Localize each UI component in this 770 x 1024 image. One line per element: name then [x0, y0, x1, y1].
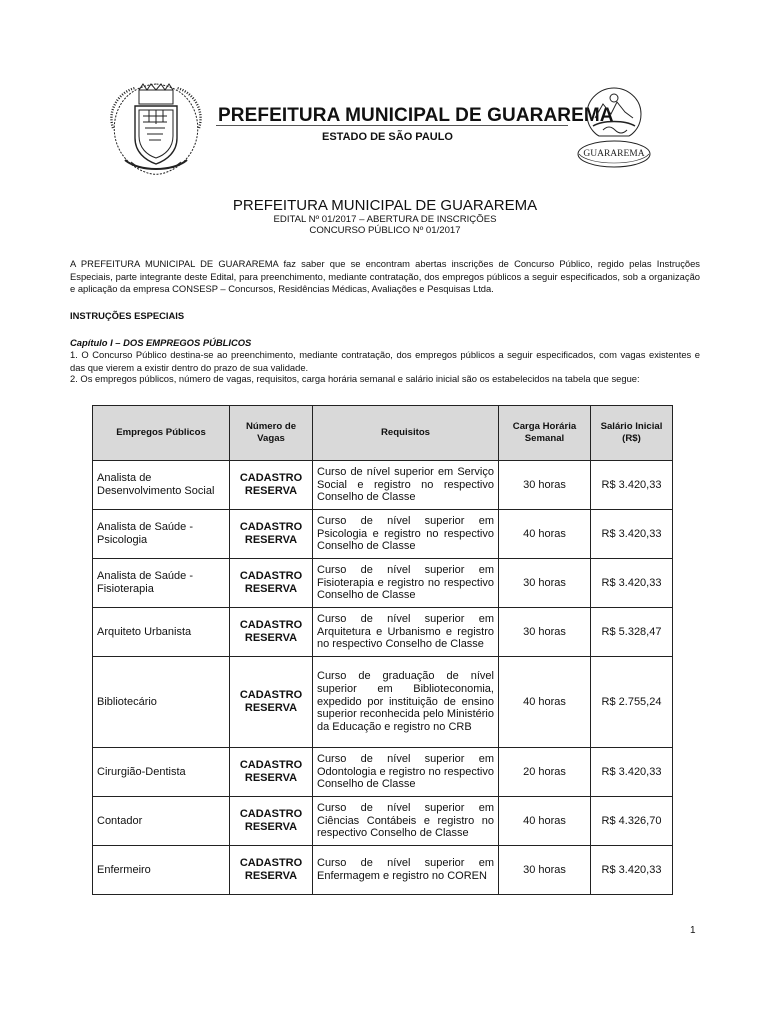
- cell-job: Bibliotecário: [93, 657, 230, 748]
- cell-vacancies: CADASTRO RESERVA: [230, 461, 313, 510]
- cell-requirements: Curso de nível superior em Odontologia e registro no respectivo Conselho de Classe: [313, 748, 499, 797]
- clause-1: 1. O Concurso Público destina-se ao preenchimento, mediante contratação, dos empregos públicos a seguir especificados, com vagas existentes e das que vierem a existir dentro do prazo de sua validade.: [70, 349, 700, 373]
- page-number: 1: [690, 925, 696, 936]
- cell-vacancies: CADASTRO RESERVA: [230, 510, 313, 559]
- table-row: [93, 657, 673, 748]
- letterhead-subtitle: ESTADO DE SÃO PAULO: [322, 131, 453, 143]
- chapter-title: Capítulo I – DOS EMPREGOS PÚBLICOS: [70, 337, 252, 348]
- letterhead-divider: [216, 125, 568, 126]
- concurso-subtitle: CONCURSO PÚBLICO Nº 01/2017: [309, 225, 461, 236]
- table-row: [93, 608, 673, 657]
- document-title: PREFEITURA MUNICIPAL DE GUARAREMA: [232, 197, 538, 214]
- cell-salary: R$ 3.420,33: [591, 559, 673, 608]
- cell-salary: R$ 5.328,47: [591, 608, 673, 657]
- intro-paragraph: A PREFEITURA MUNICIPAL DE GUARAREMA faz saber que se encontram abertas inscrições de Concurso Público, regido pelas Instruções Especiais, parte integrante deste Edital, para preenchimento, mediante contratação, dos empregos públicos a seguir especificados, sob a organização e aplicação da empresa CONSESP – Concursos, Residências Médicas, Avaliações e Pesquisas Ltda.: [70, 258, 700, 295]
- table-row: [93, 797, 673, 846]
- cell-hours: 30 horas: [499, 559, 591, 608]
- cell-vacancies: CADASTRO RESERVA: [230, 797, 313, 846]
- table-row: [93, 748, 673, 797]
- cell-salary: R$ 3.420,33: [591, 510, 673, 559]
- cell-requirements: Curso de nível superior em Ciências Contábeis e registro no respectivo Conselho de Classe: [313, 797, 499, 846]
- section-title: INSTRUÇÕES ESPECIAIS: [70, 310, 185, 321]
- municipal-coat-of-arms-icon: [105, 80, 207, 180]
- cell-salary: R$ 2.755,24: [591, 657, 673, 748]
- cell-requirements: Curso de graduação de nível superior em Biblioteconomia, expedido por instituição de ensino superior reconhecida pelo Ministério da Educação e registro no CRB: [313, 657, 499, 748]
- cell-job: Analista de Saúde - Fisioterapia: [93, 559, 230, 608]
- cell-job: Analista de Desenvolvimento Social: [93, 461, 230, 510]
- cell-vacancies: CADASTRO RESERVA: [230, 748, 313, 797]
- cell-vacancies: CADASTRO RESERVA: [230, 657, 313, 748]
- cell-hours: 20 horas: [499, 748, 591, 797]
- table-row: [93, 461, 673, 510]
- header-hours: Carga Horária Semanal: [499, 406, 591, 461]
- cell-job: Contador: [93, 797, 230, 846]
- cell-job: Analista de Saúde - Psicologia: [93, 510, 230, 559]
- clause-2: 2. Os empregos públicos, número de vagas, requisitos, carga horária semanal e salário inicial são os estabelecidos na tabela que segue:: [70, 373, 640, 384]
- letterhead: [0, 0, 770, 180]
- table-row: [93, 559, 673, 608]
- header-requirements: Requisitos: [313, 406, 499, 461]
- cell-hours: 30 horas: [499, 608, 591, 657]
- cell-requirements: Curso de nível superior em Fisioterapia e registro no respectivo Conselho de Classe: [313, 559, 499, 608]
- cell-vacancies: CADASTRO RESERVA: [230, 608, 313, 657]
- cell-salary: R$ 3.420,33: [591, 748, 673, 797]
- cell-vacancies: CADASTRO RESERVA: [230, 846, 313, 895]
- cell-requirements: Curso de nível superior em Serviço Social e registro no respectivo Conselho de Classe: [313, 461, 499, 510]
- cell-requirements: Curso de nível superior em Enfermagem e registro no COREN: [313, 846, 499, 895]
- cell-requirements: Curso de nível superior em Arquitetura e Urbanismo e registro no respectivo Conselho de Classe: [313, 608, 499, 657]
- cell-salary: R$ 3.420,33: [591, 846, 673, 895]
- header-salary: Salário Inicial (R$): [591, 406, 673, 461]
- cell-job: Enfermeiro: [93, 846, 230, 895]
- edital-subtitle: EDITAL Nº 01/2017 – ABERTURA DE INSCRIÇÕES: [273, 214, 497, 225]
- cell-hours: 40 horas: [499, 510, 591, 559]
- header-job: Empregos Públicos: [93, 406, 230, 461]
- table-row: [93, 846, 673, 895]
- cell-hours: 30 horas: [499, 461, 591, 510]
- city-emblem-icon: [573, 84, 655, 174]
- cell-vacancies: CADASTRO RESERVA: [230, 559, 313, 608]
- cell-hours: 30 horas: [499, 846, 591, 895]
- cell-hours: 40 horas: [499, 657, 591, 748]
- table-header-row: [93, 406, 673, 461]
- table-row: [93, 510, 673, 559]
- cell-salary: R$ 4.326,70: [591, 797, 673, 846]
- emblem-label: GUARAREMA: [583, 149, 645, 159]
- cell-requirements: Curso de nível superior em Psicologia e registro no respectivo Conselho de Classe: [313, 510, 499, 559]
- cell-job: Cirurgião-Dentista: [93, 748, 230, 797]
- cell-salary: R$ 3.420,33: [591, 461, 673, 510]
- cell-hours: 40 horas: [499, 797, 591, 846]
- jobs-table: [92, 405, 673, 895]
- header-vacancies: Número de Vagas: [230, 406, 313, 461]
- cell-job: Arquiteto Urbanista: [93, 608, 230, 657]
- letterhead-title: PREFEITURA MUNICIPAL DE GUARAREMA: [218, 105, 614, 126]
